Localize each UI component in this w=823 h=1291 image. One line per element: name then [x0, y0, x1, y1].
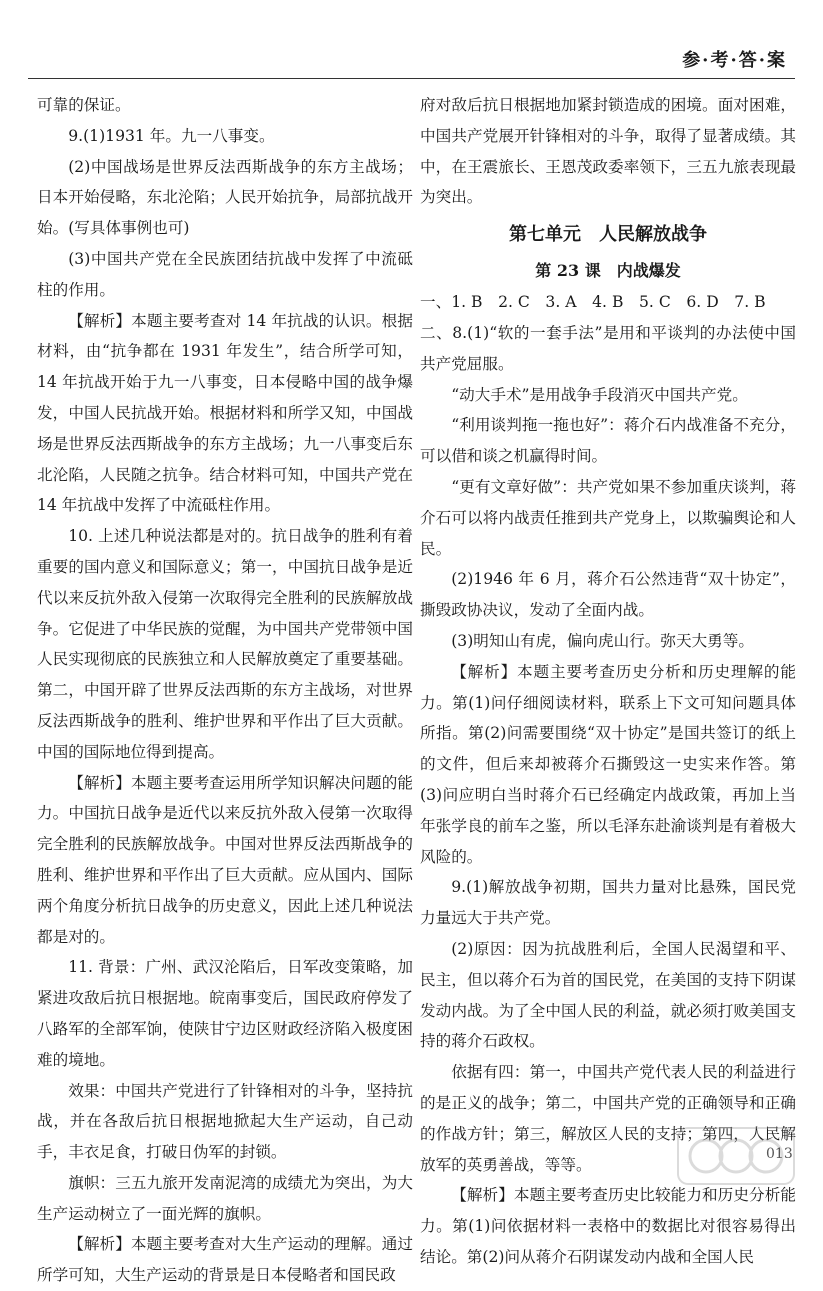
paragraph: 效果：中国共产党进行了针锋相对的斗争，坚持抗战，并在各敌后抗日根据地掀起大生产运动，自己动手，丰衣足食，打破日伪军的封锁。 — [37, 1081, 413, 1162]
paragraph: 11. 背景：广州、武汉沦陷后，日军改变策略，加紧进攻敌后抗日根据地。皖南事变后，国民政府停发了八路军的全部军饷，使陕甘宁边区财政经济陷入极度困难的境地。 — [37, 958, 413, 1069]
paragraph: 10. 上述几种说法都是对的。抗日战争的胜利有着重要的国内意义和国际意义；第一，中国抗日战争是近代以来反抗外敌入侵第一次取得完全胜利的民族解放战争。它促进了中华民族的觉醒，为中国共产党带领中国人民实现彻底的民族独立和人民解放奠定了重要基础。第二，中国开辟了世界反法西斯的东方主战场，对世界反法西斯战争的胜利、维护世界和平作出了巨大贡献。中国的国际地位得到提高。 — [37, 527, 413, 761]
paragraph: 府对敌后抗日根据地加紧封锁造成的困境。面对困难，中国共产党展开针锋相对的斗争，取得了显著成绩。其中，在王震旅长、王恩茂政委率领下，三五九旅表现最为突出。 — [420, 96, 796, 207]
left-column — [37, 90, 413, 1291]
analysis-paragraph: 【解析】本题主要考查历史分析和历史理解的能力。第(1)问仔细阅读材料，联系上下文可知问题具体所指。第(2)问需要围绕“双十协定”是国共签订的纸上的文件，但后来却被蒋介石撕毁这一史实来作答。第(3)问应明白当时蒋介石已经确定内战政策，再加上当年张学良的前车之鉴，所以毛泽东赴渝谈判是有着极大风险的。 — [420, 662, 796, 866]
paragraph: 9.(1)1931 年。九一八事变。 — [68, 126, 275, 145]
paragraph: (2)原因：因为抗战胜利后，全国人民渴望和平、民主，但以蒋介石为首的国民党，在美国的支持下阴谋发动内战。为了全中国人民的利益，就必须打败美国支持的蒋介石政权。 — [420, 939, 796, 1051]
analysis-paragraph: 【解析】本题主要考查运用所学知识解决问题的能力。中国抗日战争是近代以来反抗外敌入侵第一次取得完全胜利的民族解放战争。中国对世界反法西斯战争的胜利、维护世界和平作出了巨大贡献。应从国内、国际两个角度分析抗日战争的历史意义，因此上述几种说法都是对的。 — [37, 773, 413, 946]
paragraph: 9.(1)解放战争初期，国共力量对比悬殊，国民党力量远大于共产党。 — [420, 878, 796, 928]
right-column — [420, 90, 796, 1273]
paragraph: (3)中国共产党在全民族团结抗战中发挥了中流砥柱的作用。 — [37, 249, 413, 299]
paragraph: (2)1946 年 6 月，蒋介石公然违背“双十协定”，撕毁政协决议，发动了全面内战。 — [420, 570, 796, 620]
analysis-paragraph: 【解析】本题主要考查对大生产运动的理解。通过所学可知，大生产运动的背景是日本侵略者和国民政 — [37, 1235, 413, 1285]
unit-title: 第七单元 人民解放战争 — [509, 224, 707, 246]
page-number: 013 — [766, 1146, 793, 1162]
header-divider — [28, 78, 795, 79]
paragraph: 二、8.(1)“软的一套手法”是用和平谈判的办法使中国共产党屈服。 — [420, 323, 796, 373]
paragraph: 可靠的保证。 — [37, 96, 131, 114]
running-header: 参·考·答·案 — [682, 50, 787, 71]
paragraph: “更有文章好做”：共产党如果不参加重庆谈判，蒋介石可以将内战责任推到共产党身上，以欺骗舆论和人民。 — [420, 477, 796, 558]
paragraph: (3)明知山有虎，偏向虎山行。弥天大勇等。 — [451, 631, 754, 650]
paragraph: 依据有四：第一，中国共产党代表人民的利益进行的是正义的战争；第二，中国共产党的正确领导和正确的作战方针；第三，解放区人民的支持；第四，人民解放军的英勇善战，等等。 — [420, 1063, 796, 1174]
paragraph: “动大手术”是用战争手段消灭中国共产党。 — [451, 385, 748, 404]
paragraph: “利用谈判拖一拖也好”：蒋介石内战准备不充分，可以借和谈之机赢得时间。 — [420, 416, 796, 466]
paragraph: (2)中国战场是世界反法西斯战争的东方主战场；日本开始侵略，东北沦陷；人民开始抗争，局部抗战开始。(写具体事例也可) — [37, 157, 413, 238]
lesson-title: 第 23 课 内战爆发 — [535, 261, 681, 281]
multiple-choice-answers: 一、1. B 2. C 3. A 4. B 5. C 6. D 7. B — [420, 293, 766, 312]
paragraph: 旗帜：三五九旅开发南泥湾的成绩尤为突出，为大生产运动树立了一面光辉的旗帜。 — [37, 1173, 413, 1223]
analysis-paragraph: 【解析】本题主要考查对 14 年抗战的认识。根据材料，由“抗争都在 1931 年发生”，结合所学可知，14 年抗战开始于九一八事变，日本侵略中国的战争爆发，中国人民抗战开始。根据材料和所学又知，中国战场是世界反法西斯战争的东方主战场；九一八事变后东北沦陷，人民随之抗争。结合材料可知，中国共产党在 14 年抗战中发挥了中流砥柱作用。 — [37, 311, 413, 515]
analysis-paragraph: 【解析】本题主要考查历史比较能力和历史分析能力。第(1)问依据材料一表格中的数据比对很容易得出结论。第(2)问从蒋介石阴谋发动内战和全国人民 — [420, 1186, 796, 1266]
